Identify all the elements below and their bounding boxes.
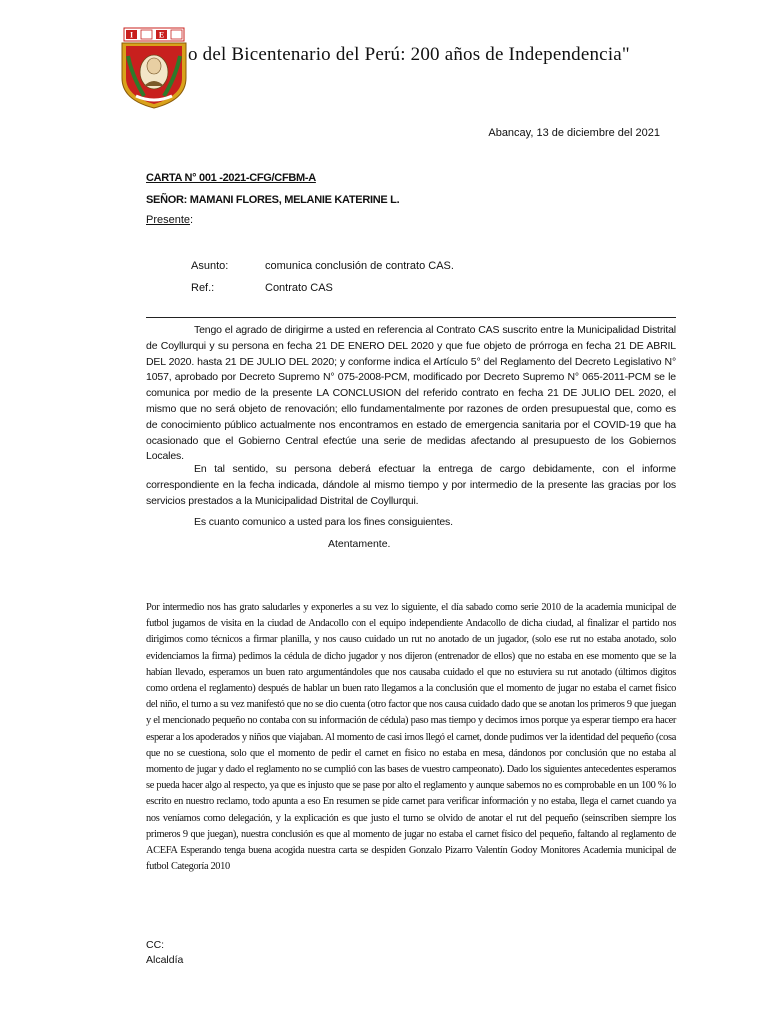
institutional-crest-icon: [118, 26, 190, 110]
crest-letter-i: I: [129, 30, 134, 40]
cc-value: Alcaldía: [146, 954, 184, 966]
body-paragraph: En tal sentido, su persona deberá efectuar la entrega de cargo debidamente, con el informe correspondiente en la fecha indicada, dándole al mismo tiempo y por intermedio de la presente las gracias por los servicios prestados a la Municipalidad Distrital de Coyllurqui.: [146, 463, 676, 507]
closing-text: Atentamente.: [328, 538, 391, 550]
cc-block: [146, 938, 183, 968]
divider-line: [146, 317, 676, 318]
ref-row: [191, 282, 333, 294]
letter-number: CARTA N° 001 -2021-CFG/CFBM-A: [146, 172, 316, 184]
presente-label: Presente: [146, 214, 191, 226]
place-date: Abancay, 13 de diciembre del 2021: [488, 127, 660, 139]
asunto-row: [191, 260, 454, 272]
recipient-line: SEÑOR: MAMANI FLORES, MELANIE KATERINE L.: [146, 194, 400, 206]
ref-value: Contrato CAS: [265, 282, 333, 294]
cc-label: CC:: [146, 939, 165, 951]
header-title: o del Bicentenario del Perú: 200 años de Independencia": [188, 44, 630, 65]
body-paragraph: Tengo el agrado de dirigirme a usted en referencia al Contrato CAS suscrito entre la Municipalidad Distrital de Coyllurqui y su persona en fecha 21 DE ENERO DEL 2020 y que fue objeto de prórroga en fecha 21 DE ABRIL DEL 2020. hasta 21 DE JULIO DEL 2020; y conforme indica el Artículo 5° del Reglamento del Decreto Legislativo N° 1057, aprobado por Decreto Supremo N° 075-2008-PCM, modificado por Decreto Supremo N° 065-2011-PCM se le comunica por medio de la presente LA CONCLUSION del referido contrato en fecha 21 DE JULIO DEL 2020, el mismo que no será objeto de renovación; ello fundamentalmente por razones de orden presupuestal que, como es de conocimiento público actualmente nos encontramos en estado de emergencia sanitaria por el COVID-19 que ha ocasionado que el Gobierno Central efectúe una serie de medidas afectando al presupuesto de los Gobiernos Locales.: [146, 324, 676, 463]
body-paragraph: Es cuanto comunico a usted para los fines consiguientes.: [194, 516, 453, 528]
presente-suffix: :: [190, 214, 194, 226]
crest-letter-e: E: [158, 30, 165, 40]
appended-paragraph: Por intermedio nos has grato saludarles y exponerles a su vez lo siguiente, el día sabado como serie 2010 de la academia municipal de futbol jugamos de visita en la ciudad de Andacollo con el equipo independiente Andacollo de dicha ciudad, al finalizar el partido nos dirigimos como técnicos a firmar planilla, y nos causo cuidado un rut no anotado de un jugador, (solo ese rut no estaba anotado, solo evidenciamos la firma) pedimos la cédula de dicho jugador y nos dijeron (entrenador de ellos) que no estaba en ese momento que se la habían llevado, esperamos un buen rato argumentándoles que nos causaba cuidado el que no estuviera su rut anotado (últimos digitos como ordena el reglamento) después de hablar un buen rato llegamos a la conclusión que el momento de jugar no estaba el carnet fisico del niño, el turno a su vez manifestó que no se dio cuenta (otro factor que nos causa cuidado dado que se anotan los primeros 9 que juegan y el mencionado pequeño no contaba con su información de cédula) paso mas tiempo y decimos irnos porque ya esperar tiempo era hacer esperar a los apoderados y niños que viajaban. Al momento de casi irnos llegó el carnet, donde pudimos ver la identidad del pequeño (cosa que no se cuestiona, solo que el momento de pedir el carnet en fisico no estaba en mesa, dándonos por conclusión que no estaba al momento de jugar y dado el reglamento no se cumplió con las bases de vuestro campeonato). Dado los siguientes antecedentes esperamos se pueda hacer algo al respecto, ya que es injusto que se pase por alto el reglamento y aunque sabemos no es comprobable en un 100 % lo escrito en nuestro reclamo, todo apunta a eso En resumen se pide carnet para verificar información y no estaba, llega el carnet cuando ya nos veníamos como delegación, y la explicación es que justo el turno se olvido de anotar el rut del pequeño (seinscriben siempre los primeros 9 que juegan), nuestra conclusión es que al momento de jugar no estaba el carnet físico del pequeño, faltando al reglamento de ACEFA Esperando tenga buena acogida nuestra carta se despiden Gonzalo Pizarro Valentín Godoy Monitores Academia municipal de futbol Categoría 2010: [146, 602, 676, 873]
asunto-value: comunica conclusión de contrato CAS.: [265, 260, 454, 272]
asunto-label: Asunto:: [191, 260, 229, 272]
presente-line: [146, 214, 193, 226]
ref-label: Ref.:: [191, 282, 215, 294]
